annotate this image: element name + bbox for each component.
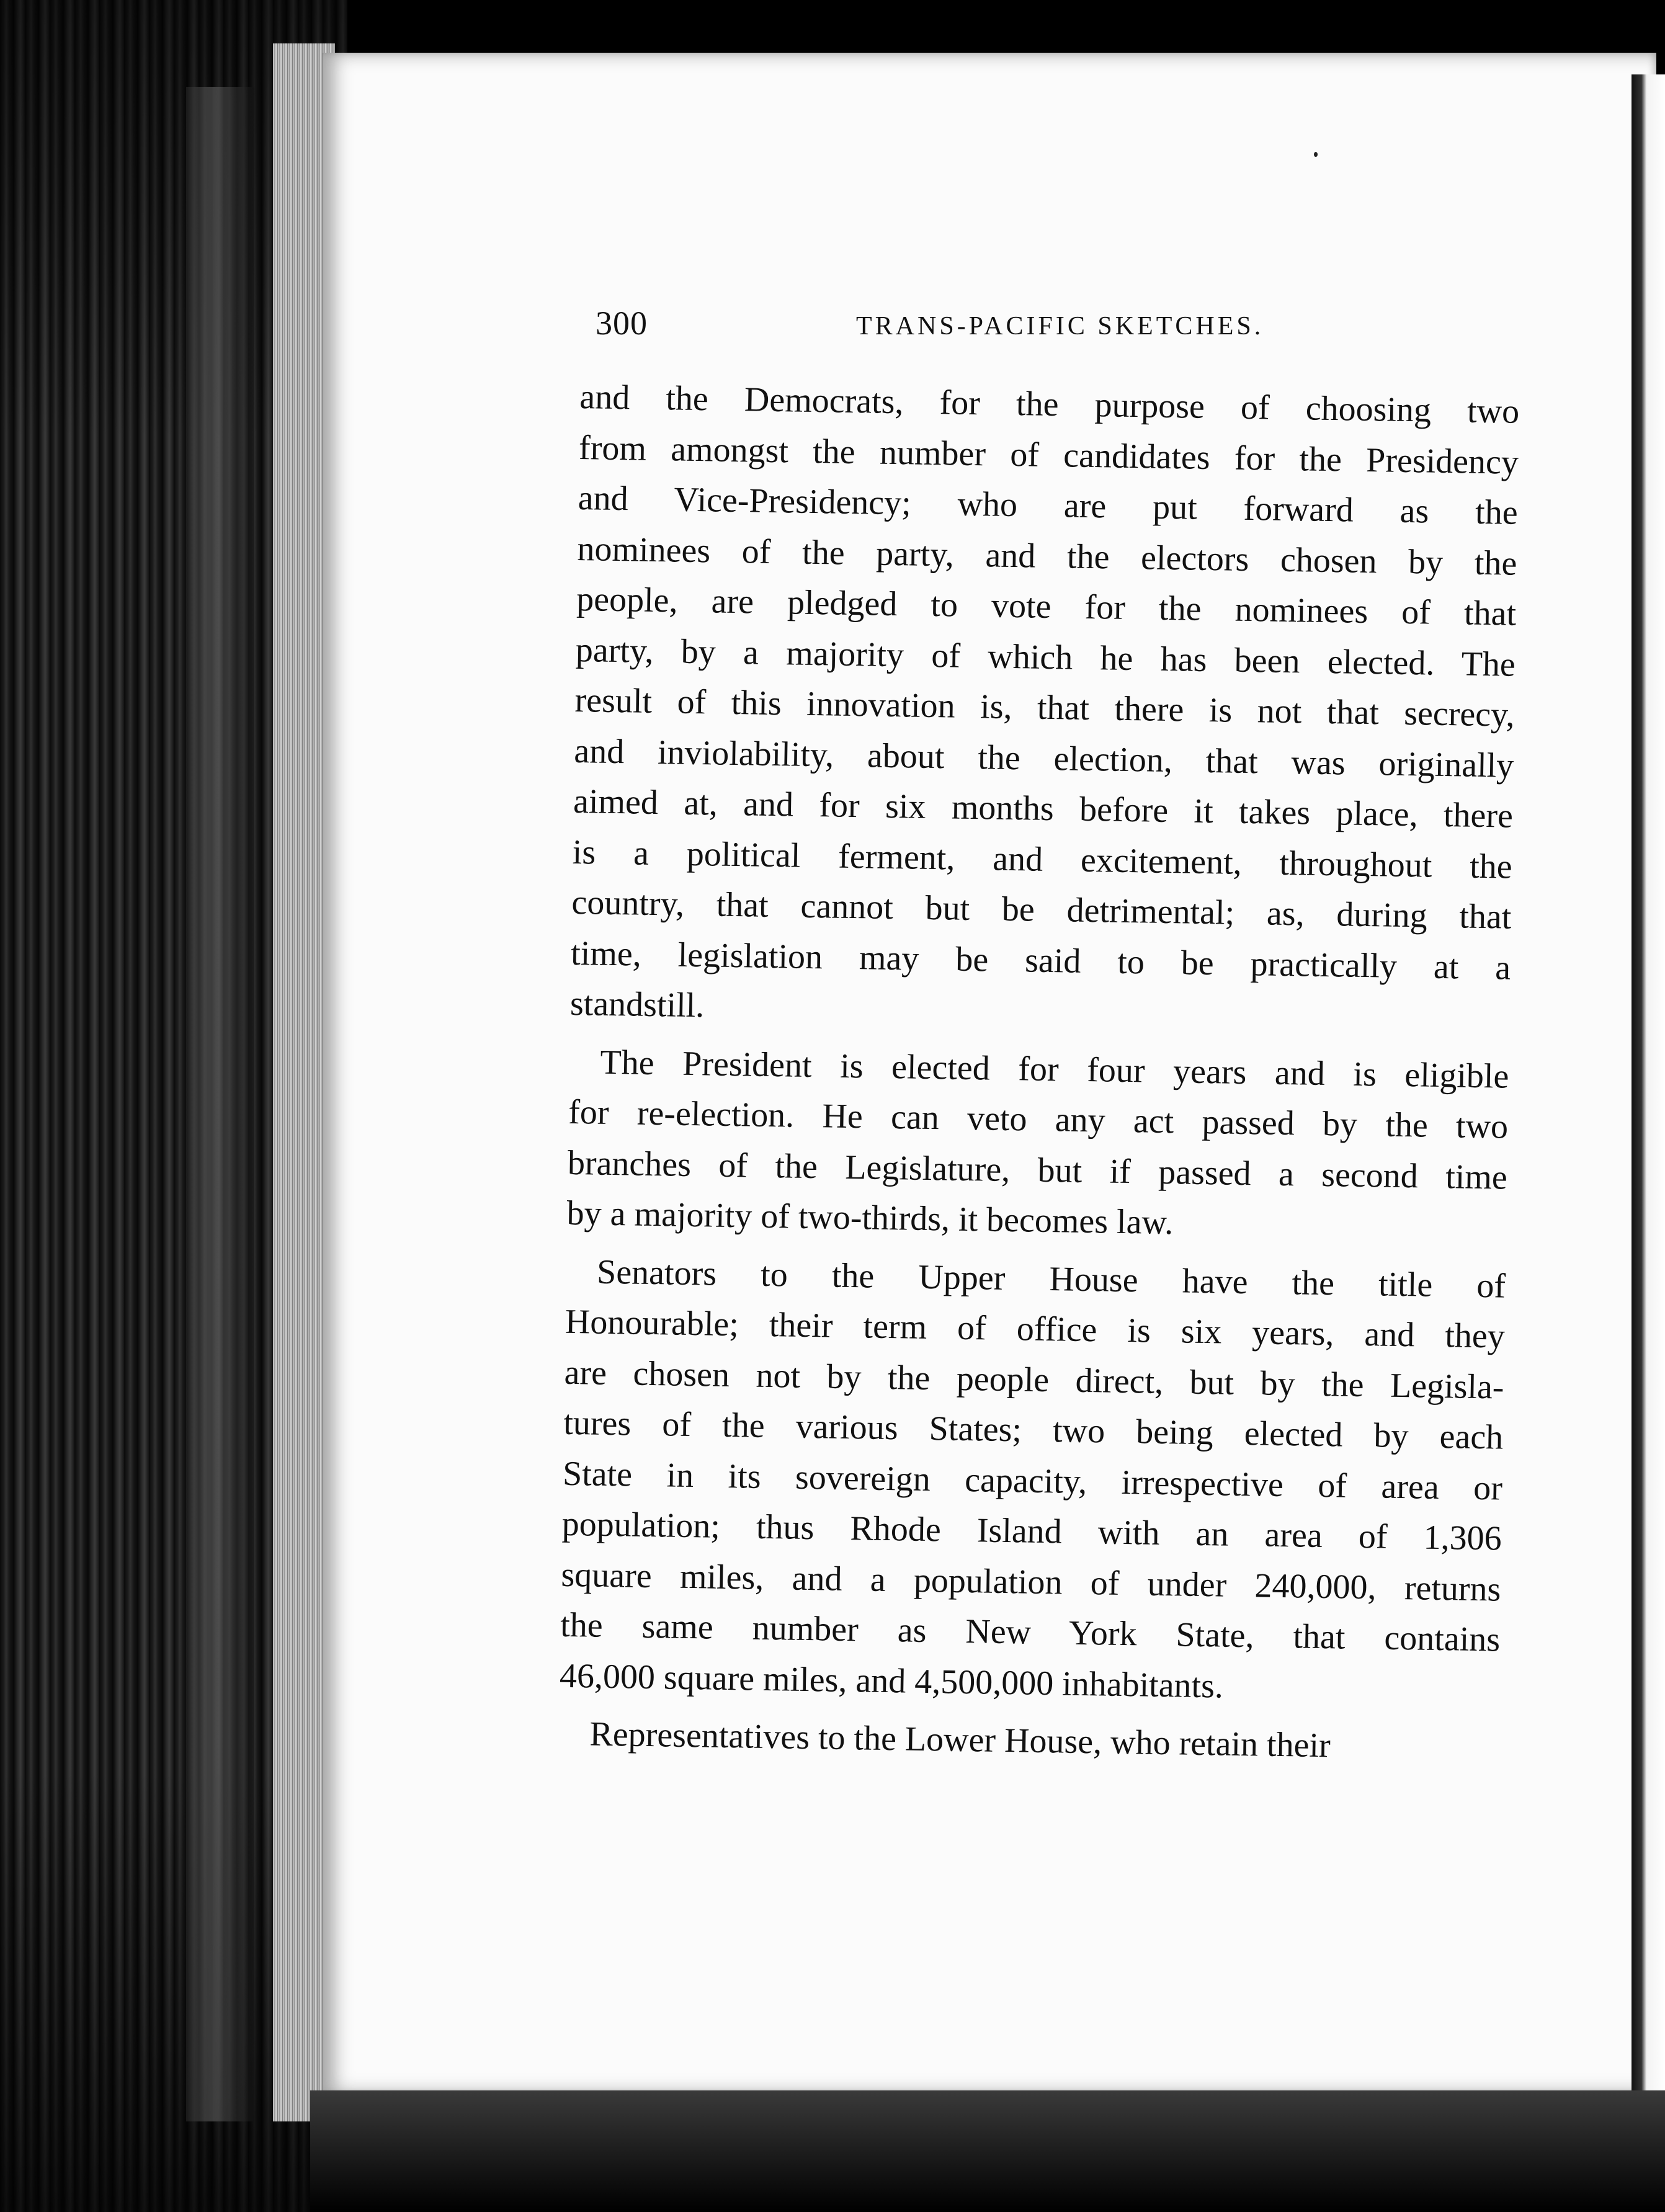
- text-line: tures of the various States; two being elected by each: [563, 1403, 1504, 1457]
- text-line: Representatives to the Lower House, who retain their: [589, 1715, 1331, 1765]
- text-line: result of this innovation is, that there is not that secrecy,: [574, 680, 1515, 734]
- text-line: from amongst the number of candidates for the Presidency: [578, 428, 1519, 482]
- text-line: and the Democrats, for the purpose of choosing two: [579, 377, 1520, 431]
- text-line: standstill.: [569, 984, 705, 1025]
- bottom-shadow: [310, 2090, 1665, 2212]
- text-line: party, by a majority of which he has been elected. The: [575, 630, 1516, 684]
- text-line: State in its sovereign capacity, irrespective of area or: [562, 1454, 1503, 1508]
- text-line: are chosen not by the people direct, but by the Legisla-: [564, 1353, 1504, 1407]
- text-line: branches of the Legislature, but if passed a second time: [567, 1143, 1508, 1197]
- text-line: aimed at, and for six months before it takes place, there: [573, 782, 1514, 836]
- text-line: Senators to the Upper House have the title of: [596, 1252, 1506, 1306]
- text-line: population; thus Rhode Island with an area of 1,306: [561, 1504, 1502, 1558]
- text-line: nominees of the party, and the electors chosen by the: [577, 529, 1517, 583]
- text-line: 46,000 square miles, and 4,500,000 inhabitants.: [559, 1656, 1224, 1706]
- text-line: country, that cannot but be detrimental; as, during that: [571, 883, 1512, 937]
- text-line: time, legislation may be said to be practically at a: [570, 934, 1511, 988]
- next-page-edge: [1632, 74, 1665, 2121]
- text-line: the same number as New York State, that contains: [560, 1605, 1501, 1659]
- text-line: Honourable; their term of office is six years, and they: [565, 1302, 1506, 1356]
- spine-highlight: [186, 87, 254, 2121]
- body-text: [558, 372, 1520, 1774]
- text-line: is a political ferment, and excitement, throughout the: [572, 832, 1513, 886]
- ink-speck: [1314, 152, 1318, 157]
- text-line: and inviolability, about the election, that was originally: [573, 731, 1514, 785]
- text-line: The President is elected for four years and is eligible: [600, 1043, 1509, 1096]
- running-head: [596, 304, 1489, 354]
- text-line: for re-election. He can veto any act passed by the two: [568, 1092, 1509, 1146]
- text-line: square miles, and a population of under 240,000, returns: [561, 1555, 1501, 1609]
- page-number: 300: [596, 305, 648, 342]
- text-line: and Vice-Presidency; who are put forward as the: [578, 478, 1519, 532]
- text-line: by a majority of two-thirds, it becomes law.: [566, 1193, 1174, 1242]
- running-title: TRANS-PACIFIC SKETCHES.: [856, 312, 1264, 341]
- text-line: people, are pledged to vote for the nominees of that: [576, 579, 1517, 633]
